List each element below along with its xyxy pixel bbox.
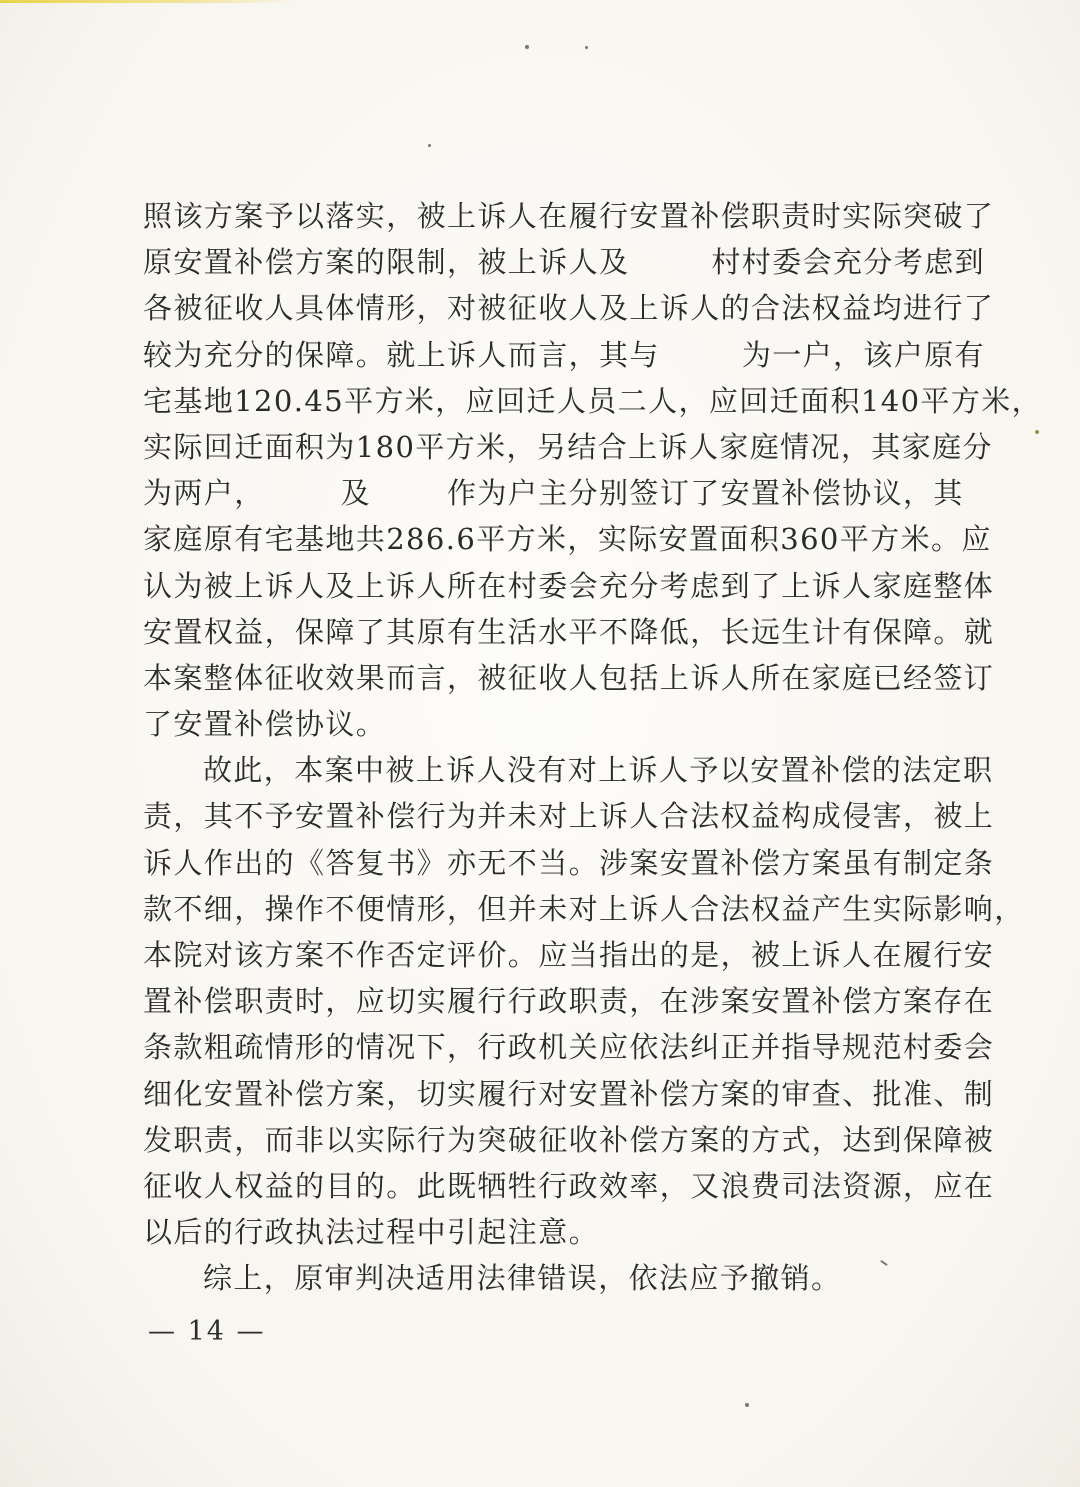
text-line-5: 宅基地120.45平方米，应回迁人员二人，应回迁面积140平方米， [143, 383, 1043, 418]
text-line-23: 以后的行政执法过程中引起注意。 [143, 1215, 600, 1250]
judgment-body-text [143, 193, 1043, 1302]
text-line-3: 各被征收人具体情形，对被征收人及上诉人的合法权益均进行了 [143, 291, 995, 326]
text-line-8: 家庭原有宅基地共286.6平方米，实际安置面积360平方米。应 [143, 522, 992, 557]
text-line-9: 认为被上诉人及上诉人所在村委会充分考虑到了上诉人家庭整体 [143, 568, 995, 603]
text-line-12: 了安置补偿协议。 [143, 707, 387, 742]
text-line-7-part-b: 及 [340, 476, 372, 511]
text-line-24 [143, 1255, 943, 1301]
text-line-19: 条款粗疏情形的情况下，行政机关应依法纠正并指导规范村委会 [143, 1030, 995, 1065]
text-line-20: 细化安置补偿方案，切实履行对安置补偿方案的审查、批准、制 [143, 1076, 995, 1111]
text-line-6: 实际回迁面积为180平方米，另结合上诉人家庭情况，其家庭分 [143, 429, 993, 464]
text-line-2 [143, 239, 986, 285]
text-line-22: 征收人权益的目的。此既牺牲行政效率，又浪费司法资源，应在 [143, 1168, 995, 1203]
scan-speck [1035, 430, 1039, 434]
text-line-17: 本院对该方案不作否定评价。应当指出的是，被上诉人在履行安 [143, 938, 995, 972]
text-line-4 [143, 332, 986, 378]
page-number: — 14 — [148, 1316, 266, 1347]
text-line-21: 发职责，而非以实际行为突破征收补偿方案的方式，达到保障被 [143, 1122, 995, 1157]
scan-speck [525, 45, 529, 49]
text-line-4-part-a: 较为充分的保障。就上诉人而言，其与 [143, 337, 660, 372]
scan-speck [745, 1403, 749, 1407]
scan-speck [428, 144, 431, 147]
text-line-13-text: 故此，本案中被上诉人没有对上诉人予以安置补偿的法定职 [203, 753, 994, 788]
text-line-2-part-a: 原安置补偿方案的限制，被上诉人及 [143, 245, 630, 280]
text-line-24-text: 综上，原审判决适用法律错误，依法应予撤销。 [203, 1261, 842, 1296]
scan-speck [585, 46, 588, 49]
text-line-7-part-a: 为两户， [143, 476, 265, 511]
page-top-edge [0, 0, 300, 3]
text-line-10: 安置权益，保障了其原有生活水平不降低，长远生计有保障。就 [143, 614, 995, 649]
text-line-15: 诉人作出的《答复书》亦无不当。涉案安置补偿方案虽有制定条 [143, 845, 995, 880]
text-line-4-part-b: 为一户，该户原有 [741, 337, 986, 372]
text-line-7 [143, 470, 964, 516]
text-line-1: 照该方案予以落实，被上诉人在履行安置补偿职责时实际突破了 [143, 199, 995, 233]
text-line-14: 责，其不予安置补偿行为并未对上诉人合法权益构成侵害，被上 [143, 799, 995, 834]
text-line-18: 置补偿职责时，应切实履行行政职责，在涉案安置补偿方案存在 [143, 984, 995, 1019]
text-line-13 [143, 747, 994, 793]
text-line-16: 款不细，操作不便情形，但并未对上诉人合法权益产生实际影响， [143, 891, 1025, 926]
text-line-7-part-c: 作为户主分别签订了安置补偿协议，其 [447, 476, 964, 511]
text-line-2-part-b: 村村委会充分考虑到 [711, 245, 986, 280]
text-line-11: 本案整体征收效果而言，被征收人包括上诉人所在家庭已经签订 [143, 660, 995, 695]
